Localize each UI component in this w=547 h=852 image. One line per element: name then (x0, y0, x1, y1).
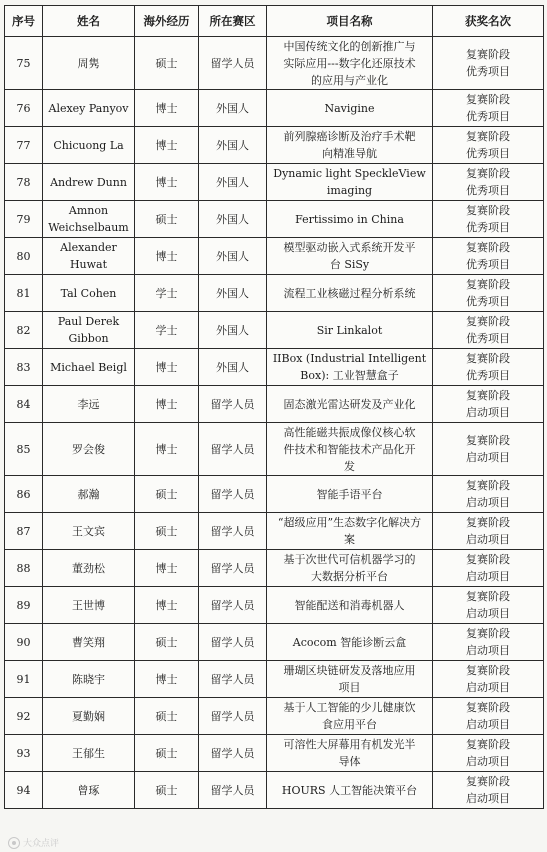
cell-award (433, 37, 544, 90)
cell-region: 留学人员 (199, 513, 267, 550)
cell-region: 留学人员 (199, 735, 267, 772)
cell-region: 留学人员 (199, 423, 267, 476)
cell-num: 93 (5, 735, 43, 772)
cell-name-line: Amnon (68, 204, 109, 217)
cell-award-line: 启动项目 (466, 451, 510, 464)
cell-award-line: 启动项目 (466, 792, 510, 805)
cell-overseas: 博士 (135, 661, 199, 698)
cell-project-line: Sir Linkalot (316, 323, 383, 337)
cell-project-line: 食应用平台 (322, 718, 377, 731)
watermark-text: 大众点评 (23, 839, 60, 849)
cell-award-line: 复赛阶段 (466, 434, 510, 447)
cell-award-line: 优秀项目 (466, 258, 510, 271)
cell-overseas: 博士 (135, 550, 199, 587)
table-row (5, 90, 544, 127)
cell-overseas: 硕士 (135, 513, 199, 550)
cell-num: 79 (5, 201, 43, 238)
cell-award-line: 复赛阶段 (466, 389, 510, 402)
cell-project (267, 772, 433, 809)
cell-name (43, 513, 135, 550)
cell-overseas: 硕士 (135, 735, 199, 772)
table-row (5, 386, 544, 423)
cell-project (267, 37, 433, 90)
cell-name (43, 90, 135, 127)
cell-name-line: 陈晓宇 (72, 672, 105, 686)
cell-project-line: 高性能磁共振成像仪核心软 (283, 425, 416, 439)
cell-name-line: Weichselbaum (48, 221, 129, 234)
cell-project (267, 90, 433, 127)
cell-project-line: 模型驱动嵌入式系统开发平 (283, 241, 416, 254)
cell-overseas: 学士 (135, 275, 199, 312)
cell-name-line: Alexander (60, 241, 117, 254)
cell-name-line: Chicuong La (53, 138, 124, 152)
cell-name (43, 312, 135, 349)
cell-name (43, 349, 135, 386)
cell-num: 77 (5, 127, 43, 164)
header-name: 姓名 (43, 6, 135, 37)
cell-overseas: 博士 (135, 238, 199, 275)
cell-award-line: 复赛阶段 (466, 315, 510, 328)
cell-award-line: 复赛阶段 (466, 664, 510, 677)
cell-name (43, 550, 135, 587)
cell-project (267, 476, 433, 513)
cell-region: 留学人员 (199, 587, 267, 624)
table-row (5, 275, 544, 312)
cell-award (433, 275, 544, 312)
cell-name (43, 624, 135, 661)
cell-project-line: “超级应用”生态数字化解决方 (277, 516, 422, 529)
cell-award-line: 复赛阶段 (466, 130, 510, 143)
cell-award-line: 优秀项目 (466, 110, 510, 123)
cell-project (267, 238, 433, 275)
cell-num: 83 (5, 349, 43, 386)
cell-award-line: 启动项目 (466, 718, 510, 731)
cell-num: 91 (5, 661, 43, 698)
table-row (5, 201, 544, 238)
cell-award-line: 启动项目 (466, 681, 510, 694)
cell-award (433, 312, 544, 349)
cell-name-line: 罗会俊 (72, 442, 105, 456)
cell-name-line: 王郁生 (72, 746, 105, 760)
cell-num: 76 (5, 90, 43, 127)
cell-project (267, 423, 433, 476)
cell-name-line: Tal Cohen (60, 286, 117, 300)
cell-project-line: Dynamic light SpeckleView (273, 167, 426, 180)
table-row (5, 772, 544, 809)
cell-award (433, 550, 544, 587)
cell-name (43, 587, 135, 624)
cell-award-line: 复赛阶段 (466, 516, 510, 529)
cell-award-line: 复赛阶段 (466, 93, 510, 106)
cell-name (43, 386, 135, 423)
cell-name (43, 735, 135, 772)
cell-name-line: 郝瀚 (77, 487, 100, 501)
cell-project-line: 流程工业核磁过程分析系统 (283, 286, 416, 300)
cell-project (267, 312, 433, 349)
cell-award-line: 优秀项目 (466, 295, 510, 308)
cell-name-line: 王世博 (72, 598, 105, 612)
cell-award (433, 164, 544, 201)
cell-overseas: 博士 (135, 164, 199, 201)
cell-award-line: 复赛阶段 (466, 278, 510, 291)
cell-award-line: 启动项目 (466, 496, 510, 509)
cell-num: 92 (5, 698, 43, 735)
cell-project (267, 127, 433, 164)
cell-num: 88 (5, 550, 43, 587)
cell-award (433, 661, 544, 698)
camera-icon (8, 837, 20, 849)
cell-name-line: Alexey Panyov (48, 101, 129, 115)
cell-project (267, 349, 433, 386)
cell-project-line: Acocom 智能诊断云盒 (292, 635, 407, 649)
cell-overseas: 硕士 (135, 624, 199, 661)
table-row (5, 624, 544, 661)
cell-award-line: 复赛阶段 (466, 553, 510, 566)
cell-project-line: 智能配送和消毒机器人 (294, 598, 405, 612)
cell-overseas: 博士 (135, 90, 199, 127)
cell-overseas: 学士 (135, 312, 199, 349)
cell-project (267, 513, 433, 550)
cell-award (433, 423, 544, 476)
header-region: 所在赛区 (199, 6, 267, 37)
cell-project-line: Navigine (324, 101, 375, 115)
cell-overseas: 硕士 (135, 476, 199, 513)
cell-award-line: 启动项目 (466, 755, 510, 768)
cell-award-line: 优秀项目 (466, 332, 510, 345)
cell-project-line: 前列腺癌诊断及治疗手术靶 (283, 130, 416, 143)
cell-region: 留学人员 (199, 550, 267, 587)
cell-region: 外国人 (199, 201, 267, 238)
cell-num: 85 (5, 423, 43, 476)
cell-award-line: 复赛阶段 (466, 352, 510, 365)
cell-award-line: 复赛阶段 (466, 241, 510, 254)
cell-award-line: 启动项目 (466, 644, 510, 657)
cell-award (433, 735, 544, 772)
cell-award-line: 启动项目 (466, 533, 510, 546)
table-row (5, 698, 544, 735)
header-award: 获奖名次 (433, 6, 544, 37)
cell-award-line: 复赛阶段 (466, 167, 510, 180)
cell-project-line: 大数据分析平台 (311, 570, 388, 583)
cell-overseas: 博士 (135, 349, 199, 386)
cell-project-line: 基于人工智能的少儿健康饮 (283, 701, 416, 714)
cell-name (43, 127, 135, 164)
cell-project-line: IIBox (Industrial Intelligent (272, 352, 427, 365)
cell-overseas: 博士 (135, 386, 199, 423)
table-row (5, 476, 544, 513)
cell-award-line: 优秀项目 (466, 221, 510, 234)
cell-name (43, 698, 135, 735)
cell-project-line: 基于次世代可信机器学习的 (283, 553, 416, 566)
cell-region: 外国人 (199, 275, 267, 312)
cell-name (43, 275, 135, 312)
cell-overseas: 博士 (135, 423, 199, 476)
cell-award (433, 624, 544, 661)
cell-project (267, 275, 433, 312)
cell-project (267, 201, 433, 238)
cell-region: 留学人员 (199, 476, 267, 513)
cell-award-line: 复赛阶段 (466, 204, 510, 217)
cell-project (267, 698, 433, 735)
cell-num: 89 (5, 587, 43, 624)
cell-num: 86 (5, 476, 43, 513)
cell-name-line: 董劲松 (72, 561, 105, 575)
table-row (5, 550, 544, 587)
cell-award-line: 启动项目 (466, 406, 510, 419)
cell-award (433, 587, 544, 624)
cell-award (433, 698, 544, 735)
cell-region: 留学人员 (199, 37, 267, 90)
cell-num: 75 (5, 37, 43, 90)
table-row (5, 423, 544, 476)
cell-project-line: 的应用与产业化 (311, 73, 388, 87)
cell-award (433, 238, 544, 275)
cell-award (433, 90, 544, 127)
cell-project (267, 735, 433, 772)
cell-name (43, 238, 135, 275)
cell-num: 90 (5, 624, 43, 661)
cell-award-line: 复赛阶段 (466, 48, 510, 61)
cell-project-line: 实际应用---数字化还原技术 (283, 56, 416, 70)
cell-num: 94 (5, 772, 43, 809)
cell-project-line: Fertissimo in China (295, 212, 404, 226)
cell-project-line: 珊瑚区块链研发及落地应用 (283, 664, 416, 677)
table-row (5, 37, 544, 90)
table-row (5, 164, 544, 201)
cell-region: 留学人员 (199, 772, 267, 809)
cell-project-line: 件技术和智能技术产品化开 (283, 442, 416, 456)
cell-region: 留学人员 (199, 698, 267, 735)
table-row (5, 513, 544, 550)
cell-name-line: Paul Derek (57, 315, 120, 328)
header-row (5, 6, 544, 37)
cell-project-line: 智能手语平台 (316, 487, 383, 501)
header-overseas: 海外经历 (135, 6, 199, 37)
cell-award-line: 复赛阶段 (466, 627, 510, 640)
cell-award-line: 优秀项目 (466, 369, 510, 382)
cell-region: 外国人 (199, 90, 267, 127)
header-project: 项目名称 (267, 6, 433, 37)
cell-name-line: Gibbon (68, 332, 109, 345)
cell-project (267, 386, 433, 423)
table-row (5, 238, 544, 275)
cell-award-line: 启动项目 (466, 570, 510, 583)
cell-project (267, 587, 433, 624)
cell-name (43, 772, 135, 809)
cell-name-line: Huwat (69, 258, 108, 271)
watermark (8, 836, 59, 849)
cell-project-line: HOURS 人工智能决策平台 (281, 783, 418, 797)
cell-project-line: imaging (326, 184, 373, 197)
cell-project-line: 向精准导航 (322, 147, 377, 160)
cell-project-line: Box): 工业智慧盒子 (300, 369, 399, 382)
cell-name (43, 201, 135, 238)
cell-award-line: 优秀项目 (466, 184, 510, 197)
cell-name-line: 曾琢 (77, 783, 100, 797)
cell-overseas: 硕士 (135, 698, 199, 735)
cell-region: 留学人员 (199, 386, 267, 423)
cell-project (267, 164, 433, 201)
cell-award (433, 386, 544, 423)
table-row (5, 587, 544, 624)
cell-name (43, 661, 135, 698)
cell-region: 外国人 (199, 312, 267, 349)
table-row (5, 661, 544, 698)
cell-region: 外国人 (199, 164, 267, 201)
cell-project-line: 可溶性大屏幕用有机发光半 (283, 738, 416, 751)
cell-project (267, 661, 433, 698)
cell-award-line: 复赛阶段 (466, 738, 510, 751)
cell-award-line: 复赛阶段 (466, 479, 510, 492)
cell-project (267, 550, 433, 587)
cell-num: 80 (5, 238, 43, 275)
cell-name-line: 周隽 (77, 56, 100, 70)
cell-num: 82 (5, 312, 43, 349)
cell-award (433, 201, 544, 238)
cell-region: 外国人 (199, 238, 267, 275)
cell-overseas: 硕士 (135, 201, 199, 238)
cell-award-line: 优秀项目 (466, 65, 510, 78)
cell-award (433, 772, 544, 809)
cell-project-line: 发 (344, 459, 355, 473)
cell-num: 84 (5, 386, 43, 423)
cell-region: 外国人 (199, 127, 267, 164)
cell-project-line: 案 (344, 533, 355, 546)
cell-name (43, 164, 135, 201)
table-body (5, 37, 544, 809)
cell-num: 87 (5, 513, 43, 550)
cell-project-line: 固态激光雷达研发及产业化 (283, 397, 416, 411)
cell-project-line: 台 SiSy (329, 258, 370, 271)
cell-num: 81 (5, 275, 43, 312)
cell-project-line: 项目 (338, 681, 361, 694)
cell-project (267, 624, 433, 661)
cell-name-line: 夏勤娴 (72, 709, 105, 723)
header-num: 序号 (5, 6, 43, 37)
table-row (5, 349, 544, 386)
cell-award-line: 优秀项目 (466, 147, 510, 160)
cell-project-line: 导体 (338, 755, 361, 768)
cell-award-line: 复赛阶段 (466, 701, 510, 714)
cell-project-line: 中国传统文化的创新推广与 (283, 39, 416, 53)
award-table (4, 5, 544, 809)
cell-name (43, 423, 135, 476)
cell-award (433, 127, 544, 164)
table-row (5, 735, 544, 772)
cell-region: 留学人员 (199, 661, 267, 698)
cell-overseas: 硕士 (135, 37, 199, 90)
cell-award-line: 复赛阶段 (466, 590, 510, 603)
cell-award (433, 349, 544, 386)
cell-name (43, 37, 135, 90)
cell-name-line: 曹笑翔 (72, 635, 105, 649)
cell-name-line: 王文宾 (72, 524, 105, 538)
cell-overseas: 博士 (135, 587, 199, 624)
cell-name (43, 476, 135, 513)
cell-overseas: 硕士 (135, 772, 199, 809)
table-row (5, 312, 544, 349)
cell-name-line: Michael Beigl (50, 360, 127, 374)
table-row (5, 127, 544, 164)
cell-award-line: 启动项目 (466, 607, 510, 620)
cell-award-line: 复赛阶段 (466, 775, 510, 788)
cell-overseas: 博士 (135, 127, 199, 164)
cell-region: 外国人 (199, 349, 267, 386)
cell-name-line: 李远 (77, 397, 100, 411)
cell-region: 留学人员 (199, 624, 267, 661)
cell-award (433, 513, 544, 550)
cell-name-line: Andrew Dunn (50, 175, 127, 189)
cell-num: 78 (5, 164, 43, 201)
cell-award (433, 476, 544, 513)
